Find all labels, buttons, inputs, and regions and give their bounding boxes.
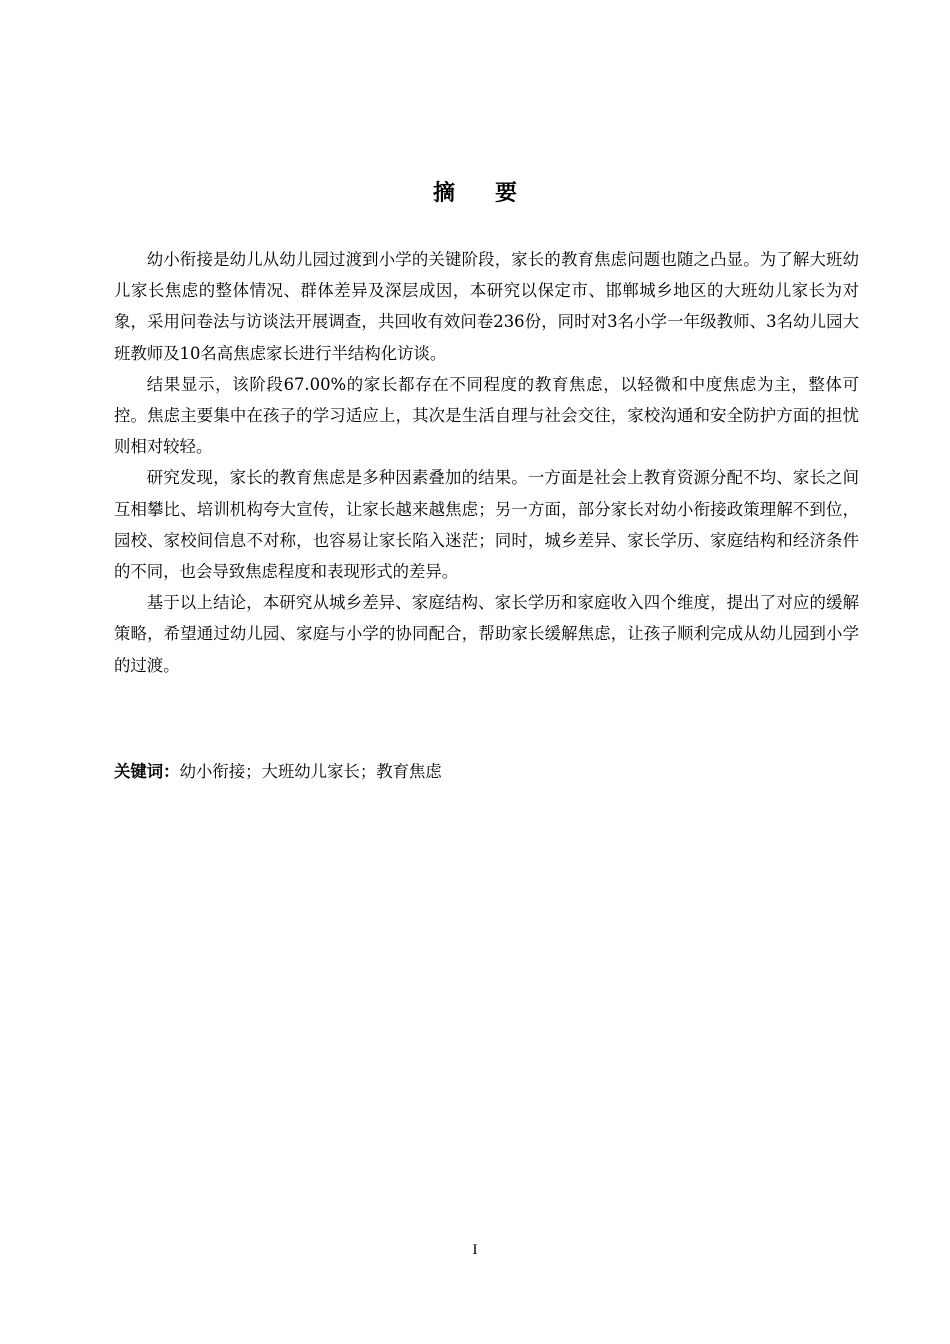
abstract-body xyxy=(114,244,859,681)
keywords-text: 幼小衔接；大班幼儿家长；教育焦虑 xyxy=(179,762,442,781)
keywords-line xyxy=(114,756,859,787)
abstract-title: 摘要 xyxy=(432,181,557,206)
abstract-paragraph-4: 基于以上结论，本研究从城乡差异、家庭结构、家长学历和家庭收入四个维度，提出了对应的缓解策略，希望通过幼儿园、家庭与小学的协同配合，帮助家长缓解焦虑，让孩子顺利完成从幼儿园到小学的过渡。 xyxy=(114,593,859,675)
abstract-paragraph-2: 结果显示，该阶段67.00%的家长都存在不同程度的教育焦虑，以轻微和中度焦虑为主，整体可控。焦虑主要集中在孩子的学习适应上，其次是生活自理与社会交往，家校沟通和安全防护方面的担忧则相对较轻。 xyxy=(114,374,859,457)
keywords-label: 关键词： xyxy=(114,762,180,781)
abstract-paragraph-3: 研究发现，家长的教育焦虑是多种因素叠加的结果。一方面是社会上教育资源分配不均、家长之间互相攀比、培训机构夸大宣传，让家长越来越焦虑；另一方面，部分家长对幼小衔接政策理解不到位，园校、家校间信息不对称，也容易让家长陷入迷茫；同时，城乡差异、家长学历、家庭结构和经济条件的不同，也会导致焦虑程度和表现形式的差异。 xyxy=(114,468,859,582)
page-number: I xyxy=(472,1242,478,1258)
abstract-paragraph-1: 幼小衔接是幼儿从幼儿园过渡到小学的关键阶段，家长的教育焦虑问题也随之凸显。为了解大班幼儿家长焦虑的整体情况、群体差异及深层成因，本研究以保定市、邯郸城乡地区的大班幼儿家长为对象，采用问卷法与访谈法开展调查，共回收有效问卷236份，同时对3名小学一年级教师、3名幼儿园大班教师及10名高焦虑家长进行半结构化访谈。 xyxy=(114,250,859,363)
